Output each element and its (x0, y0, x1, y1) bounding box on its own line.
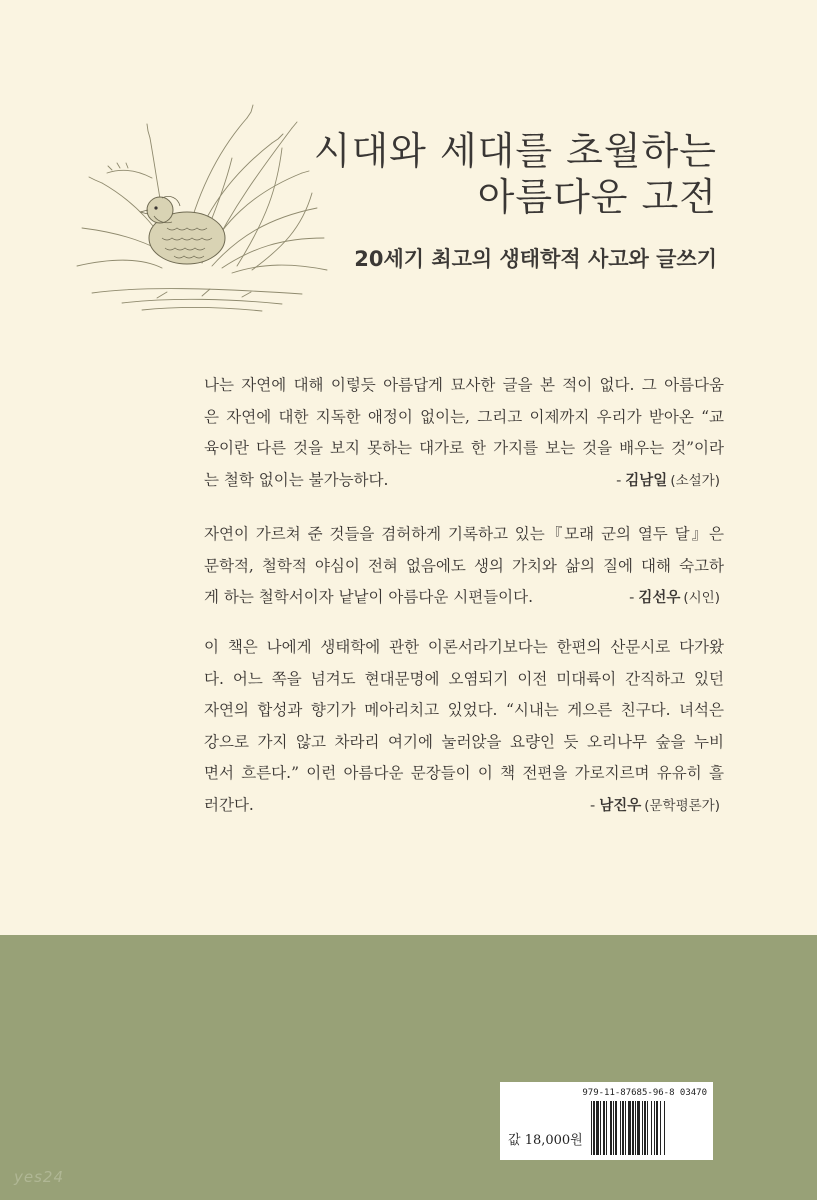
quote-last-row (204, 465, 724, 498)
attribution-role: (소설가) (670, 472, 720, 489)
isbn-number: 979-11-87685-96-8 03470 (582, 1088, 707, 1098)
price-label: 값 18,000원 (508, 1133, 583, 1148)
quote-last-row (204, 582, 724, 615)
attribution-name: 남진우 (599, 797, 642, 814)
quote-line: 자연이 가르쳐 준 것들을 겸허하게 기록하고 있는『모래 군의 열두 달』은 (204, 525, 724, 543)
quote-attribution: - 김선우 (시인) (629, 590, 720, 606)
quote-1 (204, 370, 724, 497)
attribution-role: (문학평론가) (644, 797, 720, 814)
attribution-role: (시인) (683, 590, 720, 606)
subtitle: 20세기 최고의 생태학적 사고와 글쓰기 (354, 247, 717, 271)
quote-line: 게 하는 철학서이자 낱낱이 아름다운 시편들이다. (204, 588, 534, 606)
quote-3 (204, 632, 724, 822)
quote-line: 면서 흐른다.” 이런 아름다운 문장들이 이 책 전편을 가로지르며 유유히 흘 (204, 764, 724, 782)
attribution-name: 김남일 (625, 472, 668, 489)
quail-eye (154, 206, 157, 209)
headline-line-2: 아름다운 고전 (477, 175, 717, 219)
quote-2 (204, 519, 724, 615)
headline (257, 128, 717, 220)
quote-line: 다. 어느 쪽을 넘겨도 현대문명에 오염되기 이전 미대륙이 간직하고 있던 (204, 669, 724, 688)
quote-line: 육이란 다른 것을 보지 못하는 대가로 한 가지를 보는 것을 배우는 것”이라 (204, 439, 724, 457)
quote-line: 이 책은 나에게 생태학에 관한 이론서라기보다는 한편의 산문시로 다가왔 (204, 638, 724, 656)
quote-line: 러간다. (204, 795, 254, 814)
isbn-barcode-box (500, 1082, 713, 1160)
quote-line: 은 자연에 대한 지독한 애정이 없이는, 그리고 이제까지 우리가 받아온 “교 (204, 407, 724, 426)
quote-last-row (204, 790, 724, 823)
headline-line-1: 시대와 세대를 초월하는 (313, 129, 717, 173)
quote-line: 자연의 합성과 향기가 메아리치고 있었다. “시내는 게으른 친구다. 녀석은 (204, 701, 724, 719)
cover-green-band (0, 935, 817, 1200)
quote-line: 는 철학 없이는 불가능하다. (204, 470, 389, 489)
quote-line: 나는 자연에 대해 이렇듯 아름답게 묘사한 글을 본 적이 없다. 그 아름다움 (204, 376, 724, 394)
quote-attribution: - 김남일 (소설가) (616, 472, 720, 489)
quote-line: 강으로 가지 않고 차라리 여기에 눌러앉을 요량인 듯 오리나무 숲을 누비 (204, 732, 724, 751)
barcode-icon (590, 1101, 708, 1155)
quote-attribution: - 남진우 (문학평론가) (589, 797, 720, 814)
quote-line: 문학적, 철학적 야심이 전혀 없음에도 생의 가치와 삶의 질에 대해 숙고하 (204, 556, 724, 575)
attribution-name: 김선우 (638, 590, 681, 606)
watermark: yes24 (14, 1168, 65, 1186)
